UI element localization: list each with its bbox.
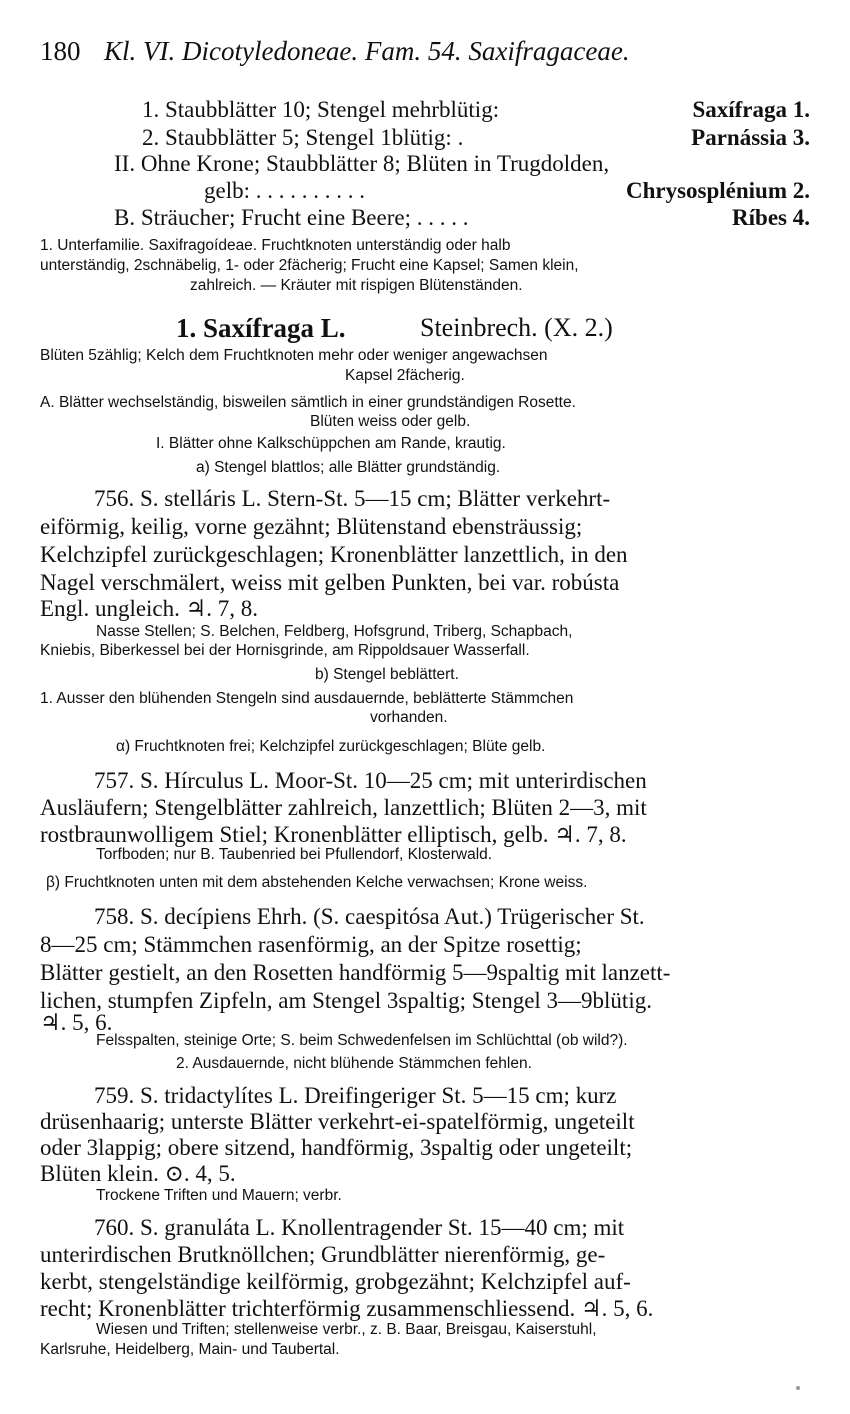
key-taxon: Ríbes 4. <box>732 205 810 230</box>
key-line: a) Stengel blattlos; alle Blätter grundständig. <box>196 459 501 476</box>
key-line: β) Fruchtknoten unten mit dem abstehenden Kelche verwachsen; Krone weiss. <box>46 874 588 891</box>
species-text: lichen, stumpfen Zipfeln, am Stengel 3spaltig; Stengel 3—9blütig. <box>40 988 652 1013</box>
key-taxon: Saxífraga 1. <box>692 97 810 122</box>
key-taxon: Chrysosplénium 2. <box>625 178 810 203</box>
running-title: Kl. VI. Dicotyledoneae. Fam. 54. Saxifragaceae. <box>104 36 630 66</box>
habitat-line: Felsspalten, steinige Orte; S. beim Schwedenfelsen im Schlüchttal (ob wild?). <box>96 1032 628 1049</box>
species-text: Blüten klein. ⊙. 4, 5. <box>40 1161 236 1186</box>
species-text: unterirdischen Brutknöllchen; Grundblätter nierenförmig, ge- <box>40 1242 606 1267</box>
habitat-line: Nasse Stellen; S. Belchen, Feldberg, Hofsgrund, Triberg, Schapbach, <box>96 623 573 640</box>
habitat-line: Wiesen und Triften; stellenweise verbr., z. B. Baar, Breisgau, Kaiserstuhl, <box>96 1321 597 1338</box>
species-text: eiförmig, keilig, vorne gezähnt; Blütenstand ebensträussig; <box>40 514 583 539</box>
species-text: Engl. ungleich. ♃. 7, 8. <box>40 596 259 621</box>
genus-description: Kapsel 2fächerig. <box>345 367 465 384</box>
key-line: 2. Staubblätter 5; Stengel 1blütig: . <box>142 125 464 150</box>
key-line: II. Ohne Krone; Staubblätter 8; Blüten in Trugdolden, <box>114 151 610 176</box>
key-line: b) Stengel beblättert. <box>315 666 459 683</box>
page-number: 180 <box>40 36 81 66</box>
key-line: gelb: . . . . . . . . . . <box>204 178 365 203</box>
key-line: B. Sträucher; Frucht eine Beere; . . . . . <box>114 205 469 230</box>
genus-common-name: Steinbrech. (X. 2.) <box>420 313 613 342</box>
species-text: ♃. 5, 6. <box>40 1010 113 1035</box>
subfamily-line: unterständig, 2schnäbelig, 1- oder 2fächerig; Frucht eine Kapsel; Samen klein, <box>40 257 579 274</box>
genus-title: 1. Saxífraga L. <box>176 313 346 343</box>
subfamily-line: zahlreich. — Kräuter mit rispigen Blütenständen. <box>190 277 523 294</box>
key-line: I. Blätter ohne Kalkschüppchen am Rande, krautig. <box>156 435 506 452</box>
habitat-line: Karlsruhe, Heidelberg, Main- und Taubertal. <box>40 1341 340 1358</box>
key-line: A. Blätter wechselständig, bisweilen sämtlich in einer grundständigen Rosette. <box>40 394 576 411</box>
genus-description: Blüten 5zählig; Kelch dem Fruchtknoten mehr oder weniger angewachsen <box>40 347 548 364</box>
species-entry-760: 760. S. granuláta L. Knollentragender St. 15—40 cm; mit <box>94 1215 625 1240</box>
species-entry-758: 758. S. decípiens Ehrh. (S. caespitósa Aut.) Trügerischer St. <box>94 904 645 929</box>
scan-speck <box>796 1386 800 1390</box>
habitat-line: Kniebis, Biberkessel bei der Hornisgrinde, am Rippoldsauer Wasserfall. <box>40 642 530 659</box>
habitat-line: Torfboden; nur B. Taubenried bei Pfullendorf, Klosterwald. <box>96 846 493 863</box>
key-line: 2. Ausdauernde, nicht blühende Stämmchen fehlen. <box>176 1055 532 1072</box>
key-line: vorhanden. <box>370 709 448 726</box>
key-line: Blüten weiss oder gelb. <box>310 413 471 430</box>
species-text: recht; Kronenblätter trichterförmig zusammenschliessend. ♃. 5, 6. <box>40 1296 654 1321</box>
habitat-line: Trockene Triften und Mauern; verbr. <box>96 1187 342 1204</box>
species-text: rostbraunwolligem Stiel; Kronenblätter elliptisch, gelb. ♃. 7, 8. <box>40 822 627 847</box>
key-line: α) Fruchtknoten frei; Kelchzipfel zurückgeschlagen; Blüte gelb. <box>116 738 546 755</box>
subfamily-line: 1. Unterfamilie. Saxifragoídeae. Fruchtknoten unterständig oder halb <box>40 237 511 254</box>
key-line: 1. Ausser den blühenden Stengeln sind ausdauernde, beblätterte Stämmchen <box>40 690 574 707</box>
species-text: kerbt, stengelständige keilförmig, grobgezähnt; Kelchzipfel auf- <box>40 1269 631 1294</box>
species-text: Blätter gestielt, an den Rosetten handförmig 5—9spaltig mit lanzett- <box>40 960 671 985</box>
key-taxon: Parnássia 3. <box>691 125 810 150</box>
species-text: 8—25 cm; Stämmchen rasenförmig, an der Spitze rosettig; <box>40 932 582 957</box>
species-text: Kelchzipfel zurückgeschlagen; Kronenblätter lanzettlich, in den <box>40 542 628 567</box>
species-text: Ausläufern; Stengelblätter zahlreich, lanzettlich; Blüten 2—3, mit <box>40 795 647 820</box>
species-text: oder 3lappig; obere sitzend, handförmig, 3spaltig oder ungeteilt; <box>40 1135 633 1160</box>
species-entry-759: 759. S. tridactylítes L. Dreifingeriger St. 5—15 cm; kurz <box>94 1083 617 1108</box>
species-text: Nagel verschmälert, weiss mit gelben Punkten, bei var. robústa <box>40 570 620 595</box>
key-line: 1. Staubblätter 10; Stengel mehrblütig: <box>142 97 500 122</box>
species-entry-756: 756. S. stelláris L. Stern-St. 5—15 cm; Blätter verkehrt- <box>94 486 611 511</box>
species-text: drüsenhaarig; unterste Blätter verkehrt-ei-spatelförmig, ungeteilt <box>40 1109 635 1134</box>
species-entry-757: 757. S. Hírculus L. Moor-St. 10—25 cm; mit unterirdischen <box>94 768 647 793</box>
